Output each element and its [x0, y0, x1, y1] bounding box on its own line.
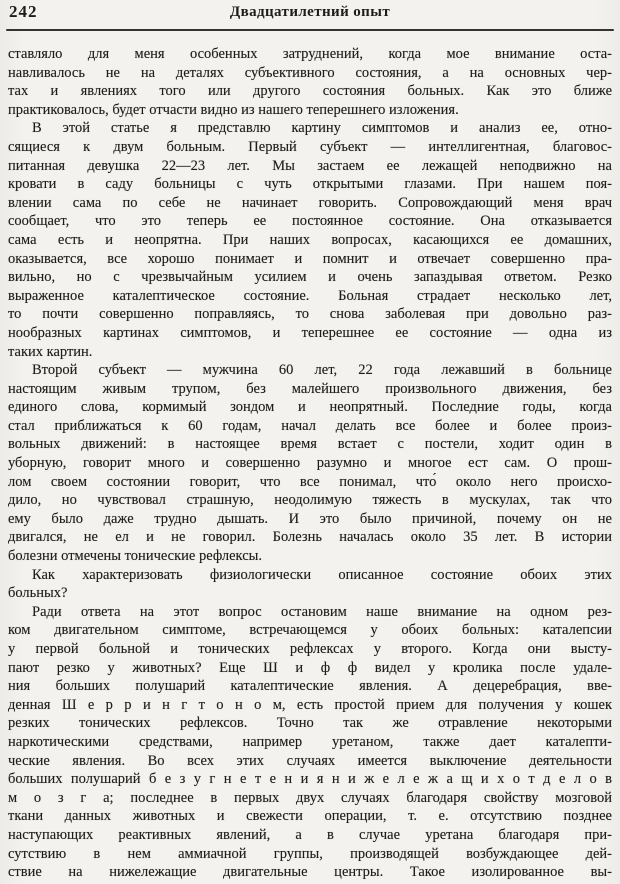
text-line: кровати в саду больницы с чуть открытыми глазами. При нашем поя- [8, 176, 612, 193]
text-line: Второй субъект — мужчина 60 лет, 22 года лежавший в больнице [32, 362, 612, 379]
text-line: питанная девушка 22—23 лет. Мы застаем ее лежащей неподвижно на [8, 157, 612, 174]
text-line: резких тонических рефлексов. Точно так же отравление некоторыми [8, 715, 612, 732]
text-line: сообщает, что это теперь ее постоянное состояние. Она отказывается [8, 213, 612, 230]
text-line: то почти совершенно поправляясь, то снова заболевая при довольно раз- [8, 306, 612, 323]
text-line: м о з г а; последнее в первых двух случаях благодаря свойству мозговой [8, 789, 612, 806]
text-line: вильно, но с чрезвычайным усилием и очень запаздывая ответом. Резко [8, 269, 612, 286]
text-line: дило, но чувствовал страшную, неодолимую тяжесть в мускулах, так что [8, 492, 612, 509]
text-line: денная Ш е р р и н г т о н о м, есть простой прием для получения у кошек [8, 696, 612, 713]
text-line: навливалось не на деталях субъективного состояния, а на основных чер- [8, 64, 612, 81]
text-line: нообразных картинах симптомов, и теперешнее ее состояние — одна из [8, 324, 612, 341]
text-line: ствие на нижележащие двигательные центры. Такое изолированное вы- [8, 864, 612, 881]
text-line: ком двигательном симптоме, встречающемся у обоих больных: каталепсии [8, 622, 612, 639]
text-line: наступающих реактивных явлений, а в случае уретана благодаря при- [8, 826, 612, 843]
text-line: настоящим живым трупом, без малейшего произвольного движения, без [8, 380, 612, 397]
text-line: у первой больной и тонических рефлексах у второго. Когда они высту- [8, 641, 612, 657]
text-line: таких картин. [8, 343, 93, 360]
text-line: сутствию в нем аммиачной группы, производящей возбуждающее дей- [8, 845, 612, 862]
text-line: оказывается, все хорошо понимает и помнит и отвечает совершенно пра- [8, 250, 612, 267]
text-line: Ради ответа на этот вопрос остановим наше внимание на одном рез- [32, 603, 612, 620]
text-line: влении сама по себе не начинает говорить. Сопровождающий меня врач [8, 194, 612, 211]
text-line: наркотическими средствами, например уретаном, также дает каталепти- [8, 733, 612, 750]
text-line: ческие явления. Во всех этих случаях имеется выключение деятельности [8, 752, 612, 769]
text-line: лом своем состоянии говорит, что все понимал, что́ около него происхо- [8, 473, 612, 490]
page-number: 242 [9, 2, 38, 21]
text-line: болезни отмечены тонические рефлексы. [8, 548, 263, 565]
text-line: ставляло для меня особенных затруднений, когда мое внимание оста- [8, 46, 612, 62]
text-line: вольных движений: в настоящее время встает с постели, ходит один в [8, 436, 612, 453]
text-line: ткани данных животных и свежести операции, т. е. отсутствию позднее [8, 808, 612, 825]
text-line: больших полушарий б е з у г н е т е н и я н и ж е л е ж а щ и х о т д е л о в [8, 771, 612, 788]
text-line: В этой статье я представлю картину симптомов и анализ ее, отно- [32, 120, 612, 137]
text-line: двигался, не ел и не говорил. Болезнь началась около 35 лет. В истории [8, 529, 612, 546]
text-line: практиковалось, будет отчасти видно из нашего теперешнего изложения. [8, 101, 459, 118]
text-line: выраженное каталептическое состояние. Больная страдает несколько лет, [8, 287, 612, 304]
text-line: уборную, говорит много и совершенно разумно и многое ест сам. О прош- [8, 455, 612, 472]
text-line: стал приближаться к 60 годам, начал делать все более и более произ- [8, 417, 612, 434]
text-line: пают резко у животных? Еще Ш и ф ф видел у кролика после удале- [8, 659, 612, 676]
text-line: больных? [8, 585, 68, 602]
text-line: тах и явлениях того или другого состояния больных. Как это ближе [8, 83, 612, 100]
text-line: Как характеризовать физиологически описанное состояние обоих этих [32, 566, 612, 583]
header-rule [6, 29, 614, 31]
text-line: ему было даже трудно дышать. И это было причиной, почему он не [8, 510, 612, 527]
text-line: сящиеся к двум больным. Первый субъект — интеллигентная, благовос- [8, 138, 612, 155]
page-text [8, 45, 612, 882]
text-line: ния больших полушарий каталептические явления. А децеребрация, вве- [8, 678, 612, 695]
text-line: сама есть и неопрятна. При наших вопросах, касающихся ее домашних, [8, 231, 612, 248]
running-title: Двадцатилетний опыт [229, 4, 391, 20]
text-line: единого слова, кормимый зондом и неопрятный. Последние годы, когда [8, 399, 612, 416]
page-header [0, 0, 620, 28]
